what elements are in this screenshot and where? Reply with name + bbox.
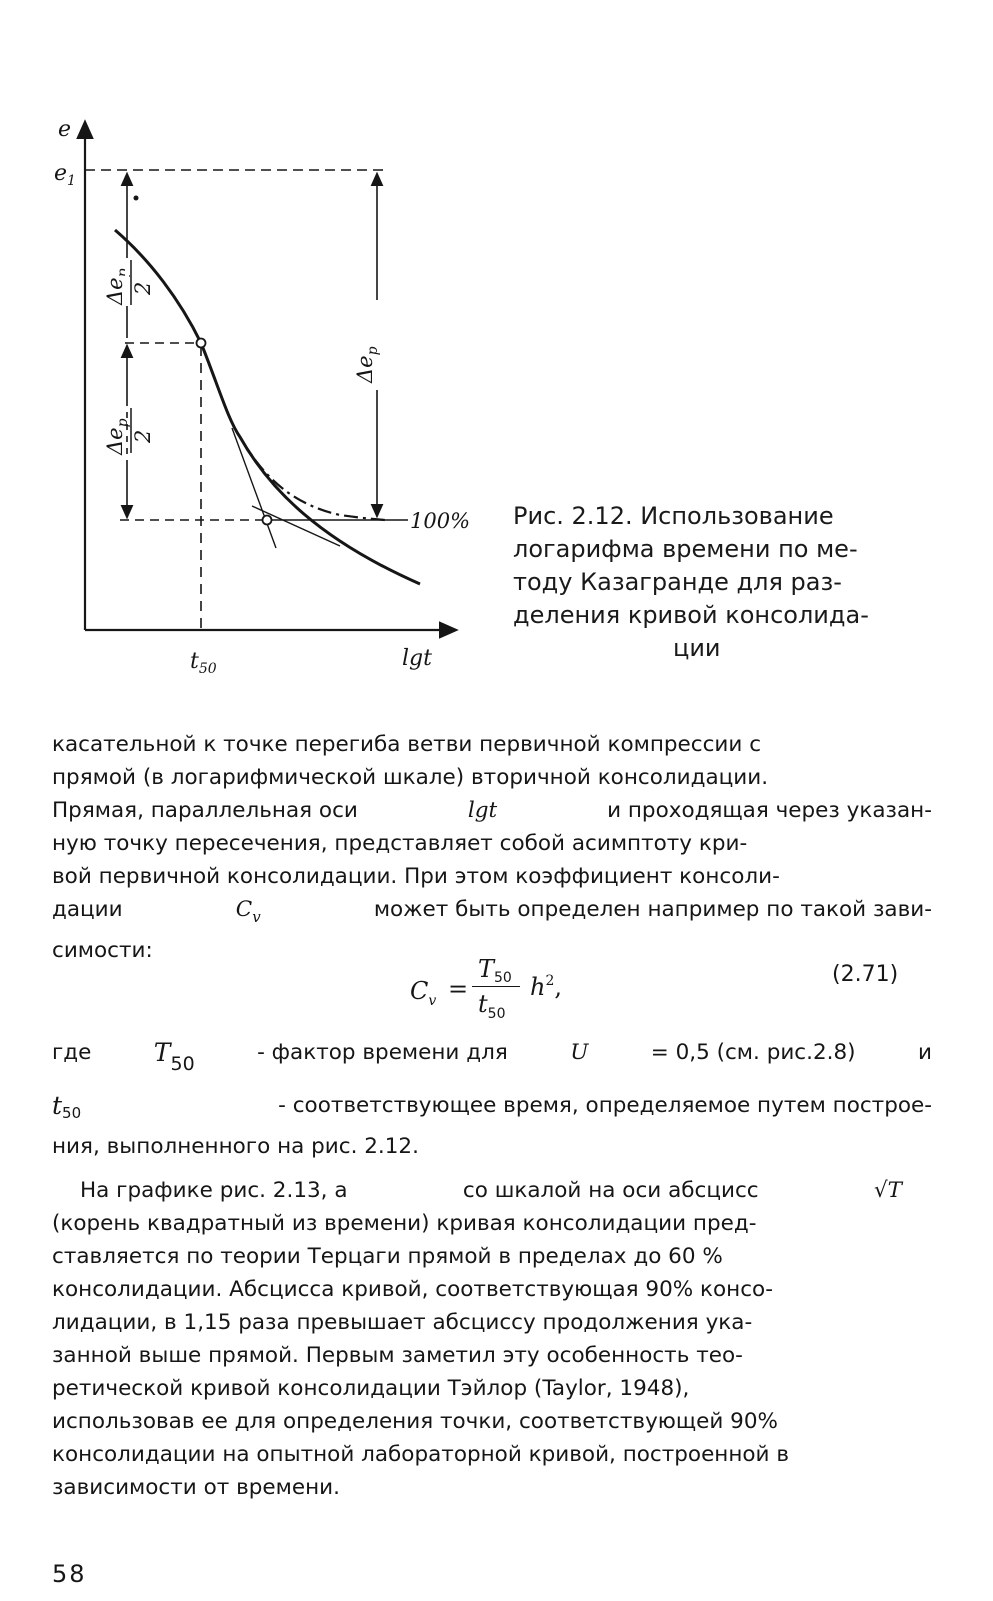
text-line: вой первичной консолидации. При этом коэффициент консоли-: [52, 864, 780, 889]
lgt-math: lgt: [467, 798, 498, 823]
svg-text:2: 2: [131, 281, 155, 295]
text-line: дации $C_v$ может быть определен например по такой зави-: [52, 893, 932, 934]
text-line: касательной к точке перегиба ветви первичной компрессии с: [52, 732, 762, 757]
page-number: 58: [52, 1560, 87, 1588]
intersection-marker: [263, 516, 272, 525]
percent-100-label: 100%: [410, 509, 471, 533]
u-math: U: [570, 1040, 589, 1065]
figure-caption: [513, 500, 913, 665]
text-line: ретической кривой консолидации Тэйлор (Taylor, 1948),: [52, 1376, 690, 1401]
e-axis-label: e: [58, 117, 72, 142]
formula-2-71: $C_v$ = $T_{50}$ $t_{50}$ $h^2$,: [410, 955, 563, 1022]
text-line: (корень квадратный из времени) кривая консолидации пред-: [52, 1211, 757, 1236]
text-line: консолидации на опытной лабораторной кривой, построенной в: [52, 1442, 790, 1467]
midpoint-marker: [197, 339, 206, 348]
print-dot: [134, 196, 139, 201]
sqrt-t-math: √T: [873, 1178, 902, 1203]
equation-number: (2.71): [832, 962, 899, 987]
inflection-tangent: [232, 428, 276, 548]
delta-half-top-label: $\Delta e_p$: [103, 268, 131, 305]
text-line: На графике рис. 2.13, а со шкалой на оси абсцисс √T: [52, 1174, 932, 1207]
text-line: ставляется по теории Терцаги прямой в пределах до 60 %: [52, 1244, 723, 1269]
t50-math: $T_{50}$: [153, 1038, 195, 1075]
caption-line: тоду Казагранде для раз-: [513, 568, 842, 596]
text-line: прямой (в логарифмической шкале) вторичной консолидации.: [52, 765, 769, 790]
delta-half-bottom-label: $\Delta e_p$: [103, 418, 131, 455]
e1-label: $e_1$: [54, 161, 76, 189]
cv-math: $C_v$: [235, 897, 261, 926]
text-line: t50 - соответствующее время, определяемое путем построе-: [52, 1089, 932, 1130]
text-line: симости:: [52, 938, 153, 963]
t50-time-math: t50: [52, 1091, 82, 1122]
paragraph-1: [52, 728, 932, 967]
text-line: ния, выполненного на рис. 2.12.: [52, 1134, 419, 1159]
text-line: Прямая, параллельная оси lgt и проходящая через указан-: [52, 794, 932, 827]
svg-text:2: 2: [131, 429, 155, 443]
text-line: зависимости от времени.: [52, 1475, 340, 1500]
lgt-label: lgt: [402, 646, 432, 671]
consolidation-curve: [115, 230, 420, 584]
caption-line: логарифма времени по ме-: [513, 535, 858, 563]
delta-full-label: $\Delta e_p$: [353, 346, 381, 383]
figure-2-12: [40, 100, 500, 700]
caption-line: деления кривой консолида-: [513, 601, 869, 629]
paragraph-2: [52, 1174, 932, 1504]
text-line: лидации, в 1,15 раза превышает абсциссу продолжения ука-: [52, 1310, 753, 1335]
text-line: занной выше прямой. Первым заметил эту особенность тео-: [52, 1343, 743, 1368]
text-line: консолидации. Абсцисса кривой, соответствующая 90% консо-: [52, 1277, 773, 1302]
caption-line: ции: [673, 634, 721, 662]
consolidation-diagram: [40, 100, 500, 700]
where-block: [52, 1036, 932, 1163]
caption-line: Рис. 2.12. Использование: [513, 502, 834, 530]
text-line: использовав ее для определения точки, соответствующей 90%: [52, 1409, 778, 1434]
text-line: где $T_{50}$ - фактор времени для U = 0,5 (см. рис.2.8) и: [52, 1036, 932, 1081]
text-line: ную точку пересечения, представляет собой асимптоту кри-: [52, 831, 748, 856]
t50-label: $t_{50}$: [190, 649, 217, 677]
